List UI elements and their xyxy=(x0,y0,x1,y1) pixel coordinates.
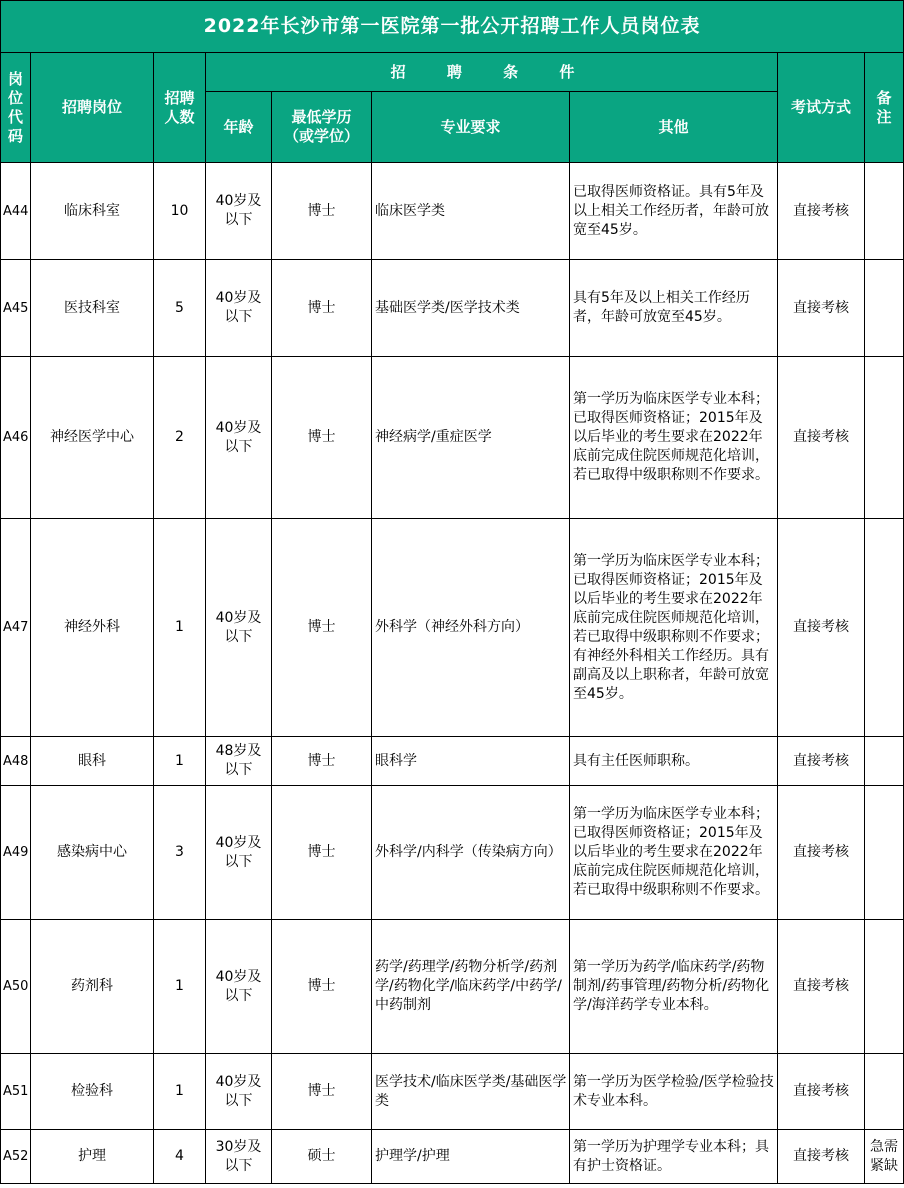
table-row xyxy=(1,163,904,260)
table-row xyxy=(1,786,904,920)
cell-count: 1 xyxy=(154,920,206,1054)
cell-position: 护理 xyxy=(31,1130,154,1184)
cell-position: 眼科 xyxy=(31,737,154,786)
cell-degree: 博士 xyxy=(272,737,372,786)
cell-position: 神经外科 xyxy=(31,519,154,737)
cell-count: 3 xyxy=(154,786,206,920)
table-row xyxy=(1,519,904,737)
cell-age: 40岁及以下 xyxy=(206,163,272,260)
cell-major: 临床医学类 xyxy=(372,163,570,260)
cell-exam: 直接考核 xyxy=(778,163,865,260)
cell-major: 药学/药理学/药物分析学/药剂学/药物化学/临床药学/中药学/中药制剂 xyxy=(372,920,570,1054)
header-count: 招聘人数 xyxy=(154,53,206,163)
cell-code: A46 xyxy=(1,357,31,519)
cell-note xyxy=(865,163,904,260)
cell-count: 1 xyxy=(154,519,206,737)
table-row xyxy=(1,920,904,1054)
cell-code: A51 xyxy=(1,1054,31,1130)
cell-other: 具有主任医师职称。 xyxy=(570,737,778,786)
cell-age: 40岁及以下 xyxy=(206,920,272,1054)
cell-exam: 直接考核 xyxy=(778,786,865,920)
cell-code: A48 xyxy=(1,737,31,786)
cell-degree: 硕士 xyxy=(272,1130,372,1184)
cell-exam: 直接考核 xyxy=(778,1054,865,1130)
cell-degree: 博士 xyxy=(272,519,372,737)
header-code: 岗位代码 xyxy=(1,53,31,163)
cell-major: 神经病学/重症医学 xyxy=(372,357,570,519)
cell-position: 检验科 xyxy=(31,1054,154,1130)
cell-position: 药剂科 xyxy=(31,920,154,1054)
cell-position: 感染病中心 xyxy=(31,786,154,920)
cell-other: 第一学历为医学检验/医学检验技术专业本科。 xyxy=(570,1054,778,1130)
cell-note: 急需紧缺 xyxy=(865,1130,904,1184)
header-other: 其他 xyxy=(570,92,778,163)
cell-exam: 直接考核 xyxy=(778,1130,865,1184)
cell-code: A44 xyxy=(1,163,31,260)
cell-exam: 直接考核 xyxy=(778,737,865,786)
cell-age: 30岁及以下 xyxy=(206,1130,272,1184)
cell-note xyxy=(865,737,904,786)
cell-code: A50 xyxy=(1,920,31,1054)
table-row xyxy=(1,1054,904,1130)
cell-code: A49 xyxy=(1,786,31,920)
header-note: 备注 xyxy=(865,53,904,163)
cell-degree: 博士 xyxy=(272,920,372,1054)
cell-note xyxy=(865,357,904,519)
cell-other: 第一学历为临床医学专业本科；已取得医师资格证；2015年及以后毕业的考生要求在2022年底前完成住院医师规范化培训，若已取得中级职称则不作要求；有神经外科相关工作经历。具有副高及以上职称者，年龄可放宽至45岁。 xyxy=(570,519,778,737)
header-exam: 考试方式 xyxy=(778,53,865,163)
cell-note xyxy=(865,519,904,737)
header-degree: 最低学历（或学位） xyxy=(272,92,372,163)
header-age: 年龄 xyxy=(206,92,272,163)
cell-note xyxy=(865,1054,904,1130)
cell-degree: 博士 xyxy=(272,163,372,260)
cell-age: 40岁及以下 xyxy=(206,519,272,737)
cell-age: 40岁及以下 xyxy=(206,357,272,519)
table-title: 2022年长沙市第一医院第一批公开招聘工作人员岗位表 xyxy=(1,1,904,53)
cell-major: 医学技术/临床医学类/基础医学类 xyxy=(372,1054,570,1130)
cell-count: 1 xyxy=(154,1054,206,1130)
table-row xyxy=(1,737,904,786)
cell-code: A52 xyxy=(1,1130,31,1184)
header-position: 招聘岗位 xyxy=(31,53,154,163)
cell-code: A45 xyxy=(1,260,31,357)
cell-other: 具有5年及以上相关工作经历者，年龄可放宽至45岁。 xyxy=(570,260,778,357)
cell-count: 5 xyxy=(154,260,206,357)
cell-major: 基础医学类/医学技术类 xyxy=(372,260,570,357)
cell-major: 护理学/护理 xyxy=(372,1130,570,1184)
cell-note xyxy=(865,786,904,920)
cell-age: 48岁及以下 xyxy=(206,737,272,786)
cell-exam: 直接考核 xyxy=(778,357,865,519)
cell-other: 第一学历为临床医学专业本科；已取得医师资格证；2015年及以后毕业的考生要求在2022年底前完成住院医师规范化培训，若已取得中级职称则不作要求。 xyxy=(570,786,778,920)
cell-degree: 博士 xyxy=(272,1054,372,1130)
cell-position: 神经医学中心 xyxy=(31,357,154,519)
cell-note xyxy=(865,260,904,357)
cell-position: 临床科室 xyxy=(31,163,154,260)
cell-exam: 直接考核 xyxy=(778,260,865,357)
table-row xyxy=(1,357,904,519)
table-row xyxy=(1,1130,904,1184)
cell-degree: 博士 xyxy=(272,260,372,357)
cell-major: 外科学（神经外科方向） xyxy=(372,519,570,737)
table-row xyxy=(1,260,904,357)
cell-note xyxy=(865,920,904,1054)
cell-age: 40岁及以下 xyxy=(206,1054,272,1130)
cell-count: 4 xyxy=(154,1130,206,1184)
cell-position: 医技科室 xyxy=(31,260,154,357)
cell-major: 外科学/内科学（传染病方向） xyxy=(372,786,570,920)
cell-age: 40岁及以下 xyxy=(206,786,272,920)
cell-other: 第一学历为临床医学专业本科；已取得医师资格证；2015年及以后毕业的考生要求在2022年底前完成住院医师规范化培训，若已取得中级职称则不作要求。 xyxy=(570,357,778,519)
cell-other: 已取得医师资格证。具有5年及以上相关工作经历者，年龄可放宽至45岁。 xyxy=(570,163,778,260)
cell-count: 10 xyxy=(154,163,206,260)
cell-count: 2 xyxy=(154,357,206,519)
cell-major: 眼科学 xyxy=(372,737,570,786)
header-conditions: 招 聘 条 件 xyxy=(206,53,778,92)
cell-code: A47 xyxy=(1,519,31,737)
cell-exam: 直接考核 xyxy=(778,519,865,737)
cell-exam: 直接考核 xyxy=(778,920,865,1054)
cell-other: 第一学历为护理学专业本科；具有护士资格证。 xyxy=(570,1130,778,1184)
header-major: 专业要求 xyxy=(372,92,570,163)
cell-other: 第一学历为药学/临床药学/药物制剂/药事管理/药物分析/药物化学/海洋药学专业本科。 xyxy=(570,920,778,1054)
cell-count: 1 xyxy=(154,737,206,786)
cell-degree: 博士 xyxy=(272,357,372,519)
cell-age: 40岁及以下 xyxy=(206,260,272,357)
cell-degree: 博士 xyxy=(272,786,372,920)
